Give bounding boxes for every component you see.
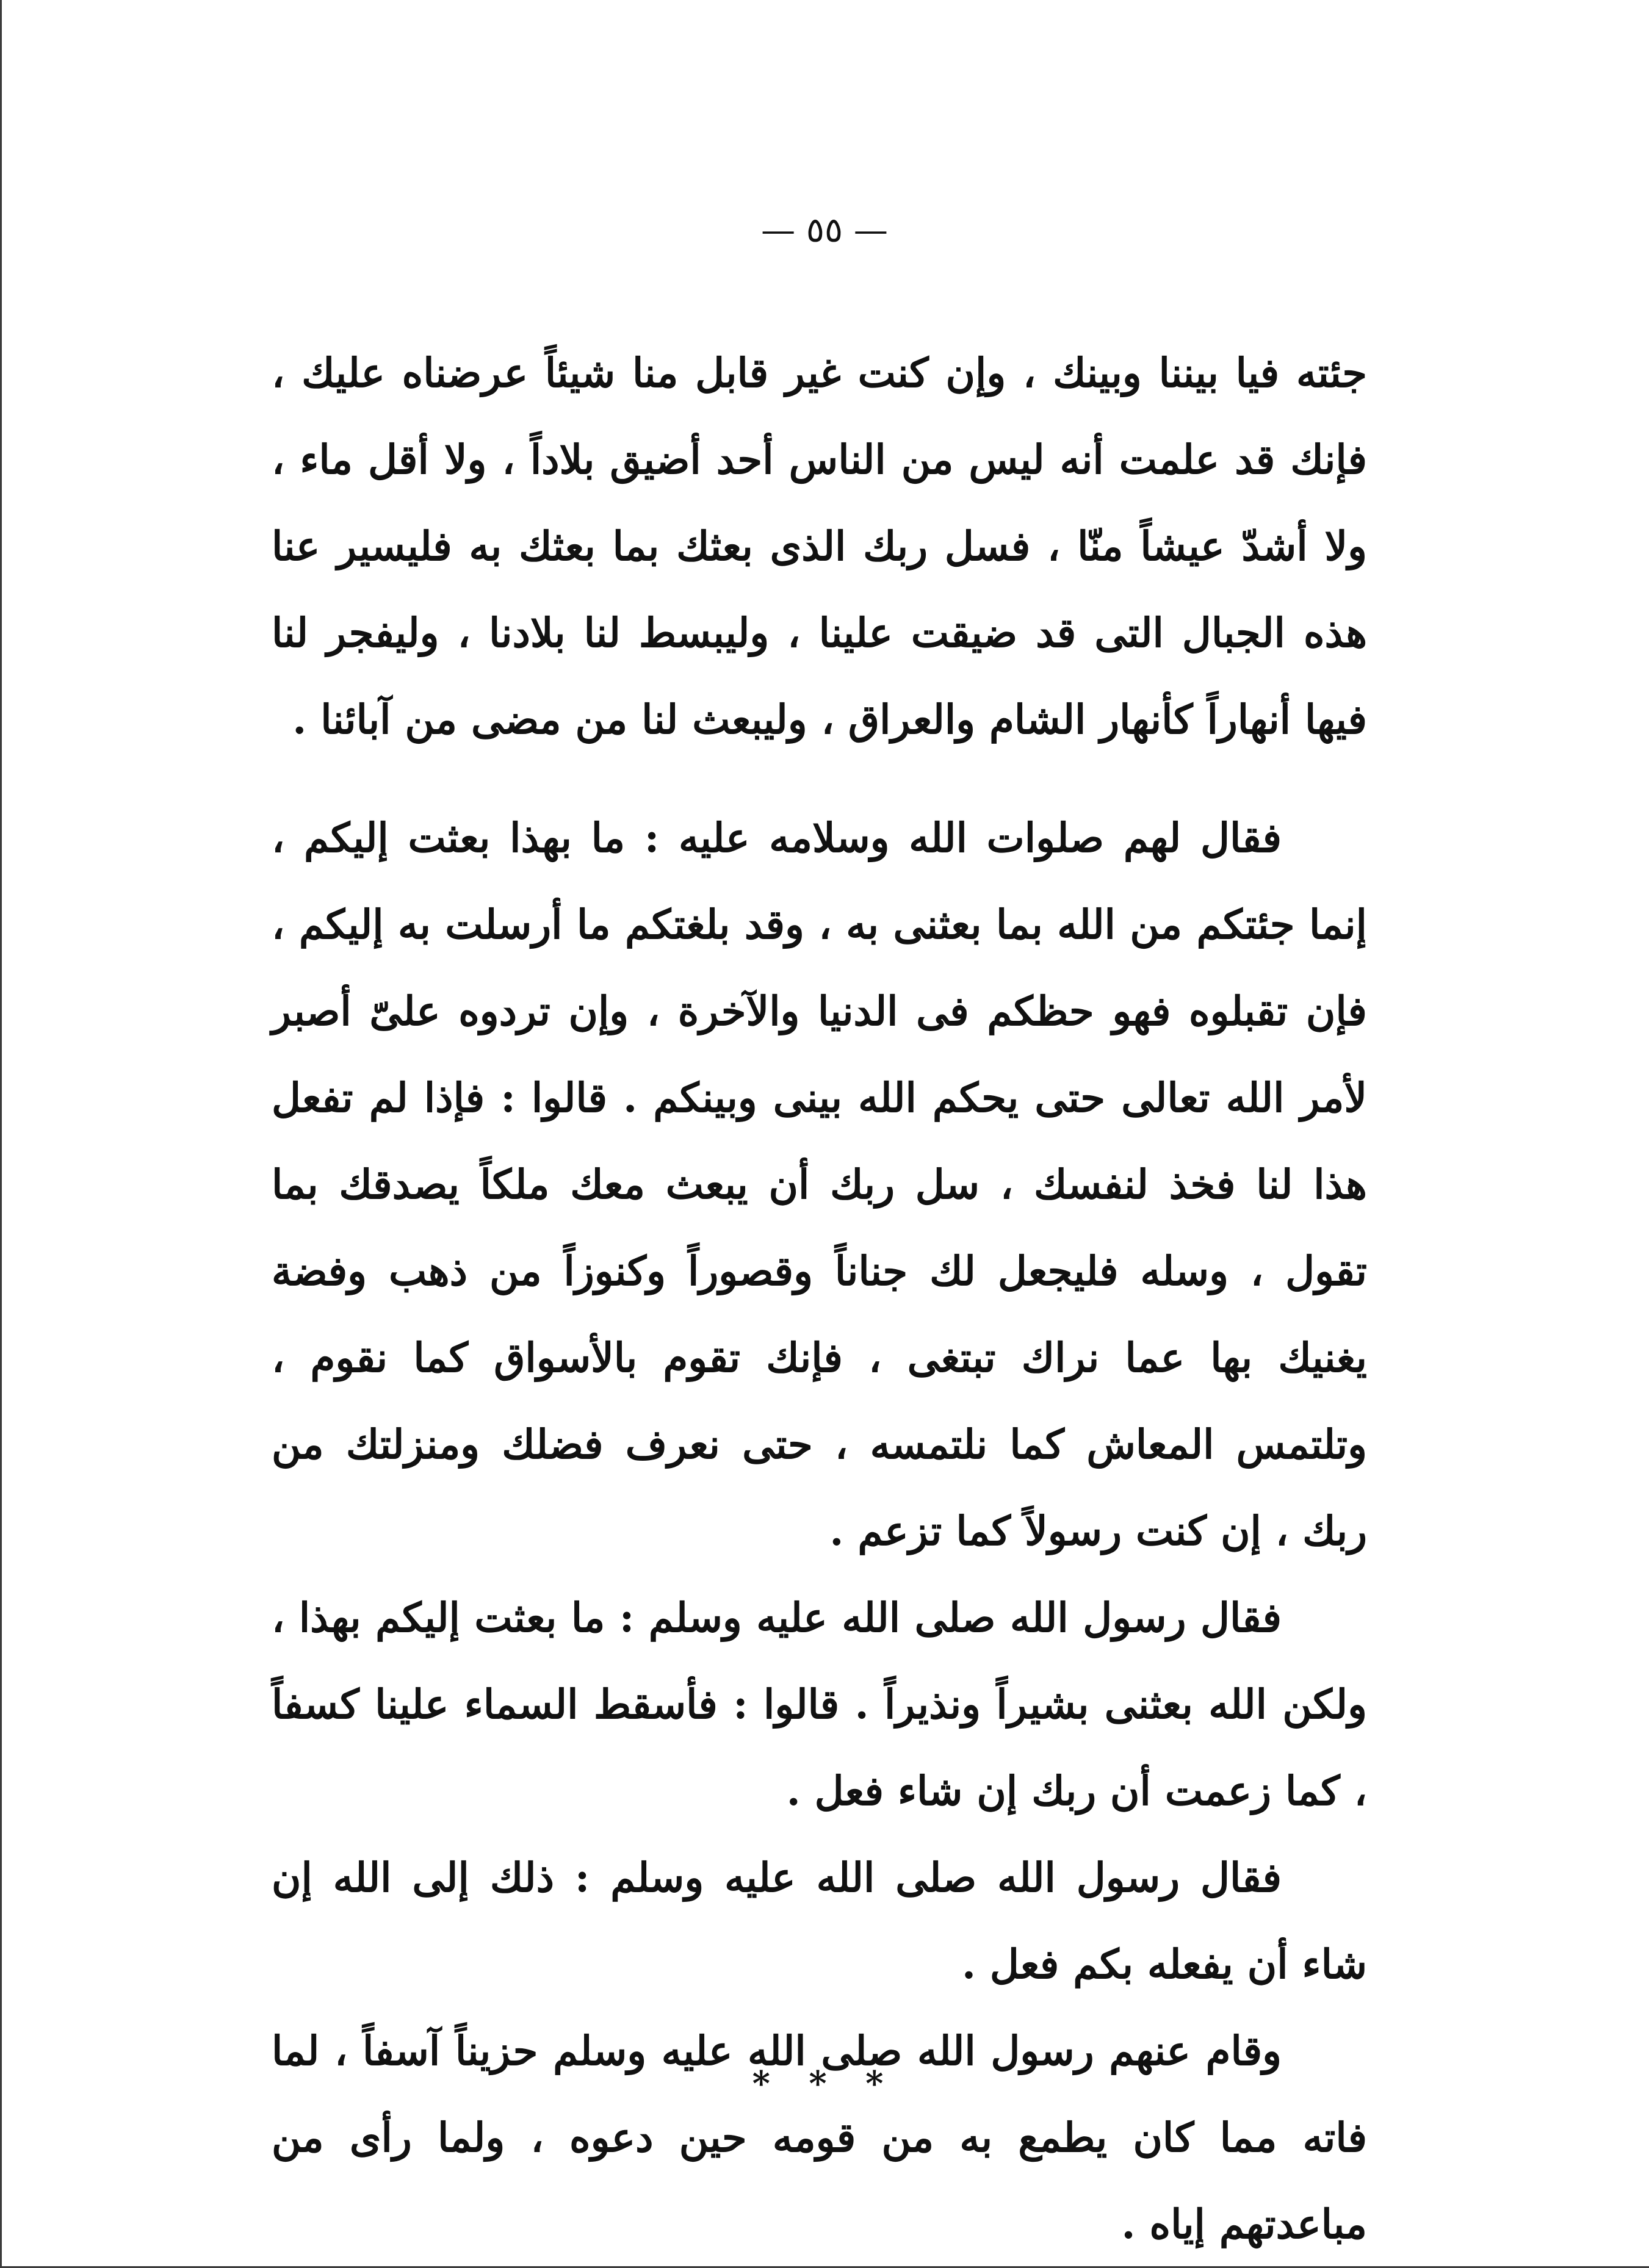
- body-text: [272, 329, 1367, 2267]
- page-number: — ٥٥ —: [761, 211, 888, 250]
- paragraph-3: فقال رسول الله صلى الله عليه وسلم : ما بعثت إليكم بهذا ، ولكن الله بعثنى بشيراً ونذيراً . قالوا : فأسقط السماء علينا كسفاً ، كما زعمت أن ربك إن شاء فعل .: [272, 1594, 1367, 1815]
- paragraph-1: جئته فيا بيننا وبينك ، وإن كنت غير قابل منا شيئاً عرضناه عليك ، فإنك قد علمت أنه ليس من الناس أحد أضيق بلاداً ، ولا أقل ماء ، ولا أشدّ عيشاً منّا ، فسل ربك الذى بعثك بما بعثك به فليسير عنا هذه الجبال التى قد ضيقت علينا ، وليبسط لنا بلادنا ، وليفجر لنا فيها أنهاراً كأنهار الشام والعراق ، وليبعث لنا من مضى من آبائنا .: [272, 349, 1367, 743]
- paragraph-4: فقال رسول الله صلى الله عليه وسلم : ذلك إلى الله إن شاء أن يفعله بكم فعل .: [272, 1854, 1367, 1988]
- section-separator: * * *: [752, 2064, 897, 2104]
- paragraph-5: وقام عنهم رسول الله صلى الله عليه وسلم حزيناً آسفاً ، لما فاته مما كان يطمع به من قومه حين دعوه ، ولما رأى من مباعدتهم إياه .: [272, 2027, 1367, 2248]
- paragraph-2: فقال لهم صلوات الله وسلامه عليه : ما بهذا بعثت إليكم ، إنما جئتكم من الله بما بعثنى به ، وقد بلغتكم ما أرسلت به إليكم ، فإن تقبلوه فهو حظكم فى الدنيا والآخرة ، وإن تردوه علىّ أصبر لأمر الله تعالى حتى يحكم الله بينى وبينكم . قالوا : فإذا لم تفعل هذا لنا فخذ لنفسك ، سل ربك أن يبعث معك ملكاً يصدقك بما تقول ، وسله فليجعل لك جناناً وقصوراً وكنوزاً من ذهب وفضة يغنيك بها عما نراك تبتغى ، فإنك تقوم بالأسواق كما نقوم ، وتلتمس المعاش كما نلتمسه ، حتى نعرف فضلك ومنزلتك من ربك ، إن كنت رسولاً كما تزعم .: [272, 814, 1367, 1555]
